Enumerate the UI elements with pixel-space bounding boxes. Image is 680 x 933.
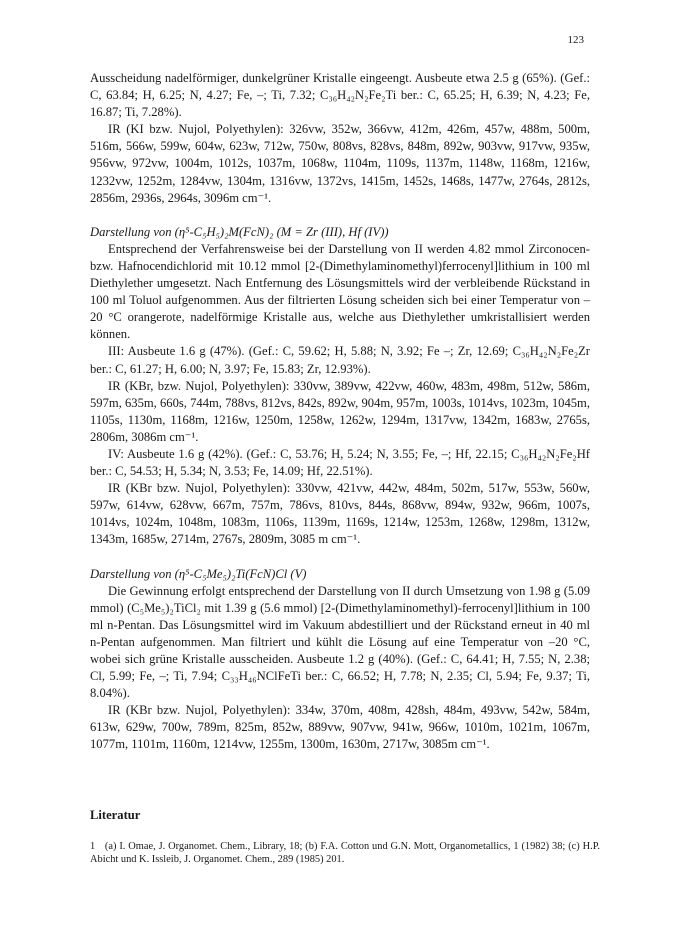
paragraph: Ausscheidung nadelförmiger, dunkelgrüner Kristalle eingeengt. Ausbeute etwa 2.5 g (65%). (Gef.: C, 63.84; H, 6.25; N, 4.27; Fe, –; Ti, 7.32; C₃₆H₄₂N₂Fe₂Ti ber.: C, 65.25; H, 6.39; N, 4.23; Fe, 16.87; Ti, 7.28%). [90, 71, 590, 120]
page-number: 123 [567, 34, 584, 46]
literatur-heading: Literatur [90, 808, 141, 822]
reference-number: 1 [90, 841, 96, 852]
paragraph: III: Ausbeute 1.6 g (47%). (Gef.: C, 59.62; H, 5.88; N, 3.92; Fe –; Zr, 12.69; C₃₆H₄₂N₂Fe₂Zr ber.: C, 61.27; H, 6.00; N, 3.97; Fe, 15.83; Zr, 12.93%). [90, 344, 590, 376]
paragraph: IV: Ausbeute 1.6 g (42%). (Gef.: C, 53.76; H, 5.24; N, 3.55; Fe, –; Hf, 22.15; C₃₆H₄₂N₂Fe₂Hf ber.: C, 54.53; H, 5.34; N, 3.53; Fe, 14.09; Hf, 22.51%). [90, 446, 590, 479]
section-heading-ti: Darstellung von (η⁵-C₅Me₅)₂Ti(FcN)Cl (V) [90, 566, 307, 581]
ir-paragraph: IR (KBr bzw. Nujol, Polyethylen): 334w, 370m, 408m, 428sh, 484m, 493vw, 542w, 584m, 613w, 629w, 700w, 789m, 825m, 852w, 889vw, 907vw, 941w, 966w, 1010m, 1021m, 1067m, 1077m, 1101m, 1160m, 1214vw, 1255m, 1300m, 1630m, 2717w, 3085m cm⁻¹. [90, 703, 590, 752]
ir-paragraph: IR (KI bzw. Nujol, Polyethylen): 326vw, 352w, 366vw, 412m, 426m, 457w, 488m, 500m, 516m, 566w, 599w, 604w, 623w, 712w, 750w, 808vs, 828vs, 848m, 892w, 903vw, 917vw, 935w, 956vw, 972vw, 1004m, 1012s, 1037m, 1068w, 1104m, 1109s, 1137m, 1148w, 1168m, 1216w, 1232vw, 1252m, 1284vw, 1304m, 1316vw, 1372vs, 1415m, 1452s, 1468s, 1477w, 2764s, 2812s, 2856m, 2936s, 2964s, 3096m cm⁻¹. [90, 122, 590, 205]
main-text [90, 70, 590, 754]
ir-paragraph: IR (KBr, bzw. Nujol, Polyethylen): 330vw, 389vw, 422vw, 460w, 483m, 498m, 512w, 586m, 597m, 635m, 660s, 744m, 788vs, 812vs, 842s, 892w, 904m, 957m, 1003s, 1014vs, 1023m, 1045m, 1105s, 1130m, 1168m, 1216w, 1250m, 1258w, 1262w, 1294m, 1317vw, 1342m, 1683w, 2765s, 2806m, 3086m cm⁻¹. [90, 378, 590, 444]
reference-item [90, 840, 600, 866]
ir-paragraph: IR (KBr bzw. Nujol, Polyethylen): 330vw, 421vw, 442w, 484m, 502m, 517w, 553w, 560w, 597w, 614vw, 628vw, 667m, 757m, 786vs, 810vs, 844s, 868vw, 894w, 932w, 966m, 1007s, 1014vs, 1024m, 1048m, 1083m, 1106s, 1139m, 1169s, 1214w, 1253m, 1268w, 1298m, 1312w, 1343m, 1685w, 2714m, 2767s, 2809m, 3085 m cm⁻¹. [90, 481, 590, 547]
reference-text: (a) I. Omae, J. Organomet. Chem., Library, 18; (b) F.A. Cotton und G.N. Mott, Organometallics, 1 (1982) 38; (c) H.P. Abicht und K. Issleib, J. Organomet. Chem., 289 (1985) 201. [90, 841, 600, 865]
paragraph: Entsprechend der Verfahrensweise bei der Darstellung von II werden 4.82 mmol Zirconocen- bzw. Hafnocendichlorid mit 10.12 mmol [2-(Dimethylaminomethyl)ferrocenyl]lithium in 100 ml Diethylether umgesetzt. Nach Entfernung des Lösungsmittels wird der verbleibende Rückstand in 100 ml Toluol aufgenommen. Aus der filtrierten Lösung scheiden sich bei einer Temperatur von –20 °C orangerote, nadelförmige Kristalle aus, welche aus Diethylether umkristallisiert werden können. [90, 241, 590, 342]
section-heading-zr-hf: Darstellung von (η⁵-C₅H₅)₂M(FcN)₂ (M = Zr (III), Hf (IV)) [90, 224, 389, 239]
paragraph: Die Gewinnung erfolgt entsprechend der Darstellung von II durch Umsetzung von 1.98 g (5.09 mmol) (C₅Me₅)₂TiCl₂ mit 1.39 g (5.6 mmol) [2-(Dimethylaminomethyl)-ferrocenyl]lithium in 100 ml n-Pentan. Das Lösungsmittel wird im Vakuum abdestilliert und der Rückstand erneut in 40 ml n-Pentan aufgenommen. Man filtriert und kühlt die Lösung auf eine Temperatur von –20 °C, wobei sich grüne Kristalle ausscheiden. Ausbeute 1.2 g (40%). (Gef.: C, 64.41; H, 7.55; N, 2.38; Cl, 5.99; Fe, –; Ti, 7.94; C₃₃H₄₆NClFeTi ber.: C, 66.52; H, 7.78; N, 2.35; Cl, 5.94; Fe, 9.37; Ti, 8.04%). [90, 583, 590, 701]
